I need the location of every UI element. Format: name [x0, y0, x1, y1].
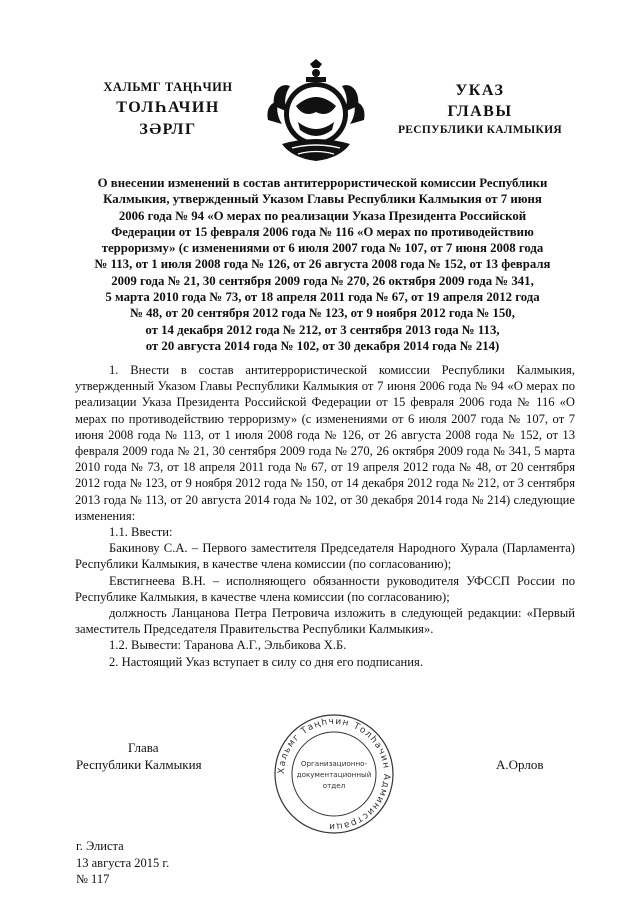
paragraph-2: 2. Настоящий Указ вступает в силу со дня его подписания.	[109, 654, 423, 669]
title-line: № 48, от 20 сентября 2012 года № 123, от 9 ноября 2012 года № 150,	[130, 306, 515, 321]
signature-name: А.Орлов	[496, 757, 544, 772]
header-left-line3: ЗӘРЛГ	[139, 121, 197, 138]
official-stamp-icon	[272, 712, 396, 836]
title-line: О внесении изменений в состав антитеррористической комиссии Республики	[97, 176, 548, 190]
title-line: Федерации от 15 февраля 2006 года № 116 «О мерах по противодействию	[111, 224, 534, 239]
paragraph-evstigneev: Евстигнеева В.Н. – исполняющего обязанности руководителя УФССП России по Республике Калмыкия, в качестве члена комиссии (по согласованию);	[75, 573, 575, 604]
signature-position-line2: Республики Калмыкия	[76, 757, 202, 772]
stamp-ring-text: Хальмг Таңһчин Толһачин Администраци	[276, 716, 392, 832]
header-left-line2: ТОЛҺАЧИН	[116, 99, 220, 116]
title-line: терроризму» (с изменениями от 6 июля 2007 года № 107, от 7 июня 2008 года	[101, 241, 544, 256]
header-right-line2: ГЛАВЫ	[447, 103, 513, 120]
paragraph-bakinova: Бакинову С.А. – Первого заместителя Председателя Народного Хурала (Парламента) Республики Калмыкия, в качестве члена комиссии (по согласованию);	[75, 541, 575, 572]
footer-number: № 117	[76, 872, 110, 886]
header-right-line1: УКАЗ	[455, 82, 505, 99]
title-line: 2009 года № 21, 30 сентября 2009 года № 270, 26 октября 2009 года № 341,	[111, 273, 534, 288]
title-line: № 113, от 1 июля 2008 года № 126, от 26 августа 2008 года № 152, от 13 февраля	[94, 257, 551, 272]
paragraph-lantsanov: должность Ланцанова Петра Петровича изложить в следующей редакции: «Первый заместитель Председателя Правительства Республики Калмыкия».	[75, 606, 575, 637]
stamp-inner-line2: документационный	[296, 770, 372, 779]
paragraph-1-2: 1.2. Вывести: Таранова А.Г., Эльбикова Х.Б.	[109, 638, 347, 653]
paragraph-1: 1. Внести в состав антитеррористической комиссии Республики Калмыкия, утвержденный Указом Главы Республики Калмыкия от 7 июня 2006 года № 94 «О мерах по реализации Указа Президента Российской Федерации от 15 февраля 2006 года № 116 «О мерах по противодействию терроризму» (с изменениями от 6 июля 2007 года № 107, от 7 июня 2008 года № 113, от 1 июля 2008 года № 126, от 26 августа 2008 года № 152, от 13 февраля 2009 года № 21, 30 сентября 2009 года № 270, 26 октября 2009 года № 341, 5 марта 2010 года № 73, от 18 апреля 2011 года № 67, от 19 апреля 2012 года № 48, от 20 сентября 2012 года № 123, от 9 ноября 2012 года № 150, от 14 декабря 2012 года № 212, от 3 сентября 2013 года № 113, от 20 августа 2014 года № 102, от 30 декабря 2014 года № 214) следующие изменения:	[75, 363, 575, 523]
paragraph-1-1: 1.1. Ввести:	[109, 525, 173, 540]
title-line: от 20 августа 2014 года № 102, от 30 декабря 2014 года № 214)	[145, 338, 500, 353]
title-line: 5 марта 2010 года № 73, от 18 апреля 2011 года № 67, от 19 апреля 2012 года	[105, 290, 540, 305]
document-footer	[76, 838, 169, 888]
title-line: 2006 года № 94 «О мерах по реализации Указа Президента Российской	[118, 208, 527, 223]
title-line: Калмыкия, утвержденный Указом Главы Республики Калмыкия от 7 июня	[103, 192, 542, 207]
kalmykia-emblem-icon	[262, 58, 370, 164]
header-right-line3: РЕСПУБЛИКИ КАЛМЫКИЯ	[397, 124, 563, 136]
header-left-block	[88, 80, 248, 139]
title-line: от 14 декабря 2012 года № 212, от 3 сентября 2013 года № 113,	[145, 322, 500, 337]
stamp-inner-line1: Организационно-	[300, 759, 368, 768]
footer-date: 13 августа 2015 г.	[76, 855, 170, 870]
footer-city: г. Элиста	[76, 839, 124, 853]
document-body	[75, 362, 575, 670]
document-title	[70, 175, 575, 354]
header-left-line1: ХАЛЬМГ ТАҢҺЧИН	[103, 80, 233, 94]
signature-position-line1: Глава	[128, 740, 159, 755]
header-right-block	[390, 80, 570, 136]
stamp-inner-line3: отдел	[322, 781, 346, 790]
